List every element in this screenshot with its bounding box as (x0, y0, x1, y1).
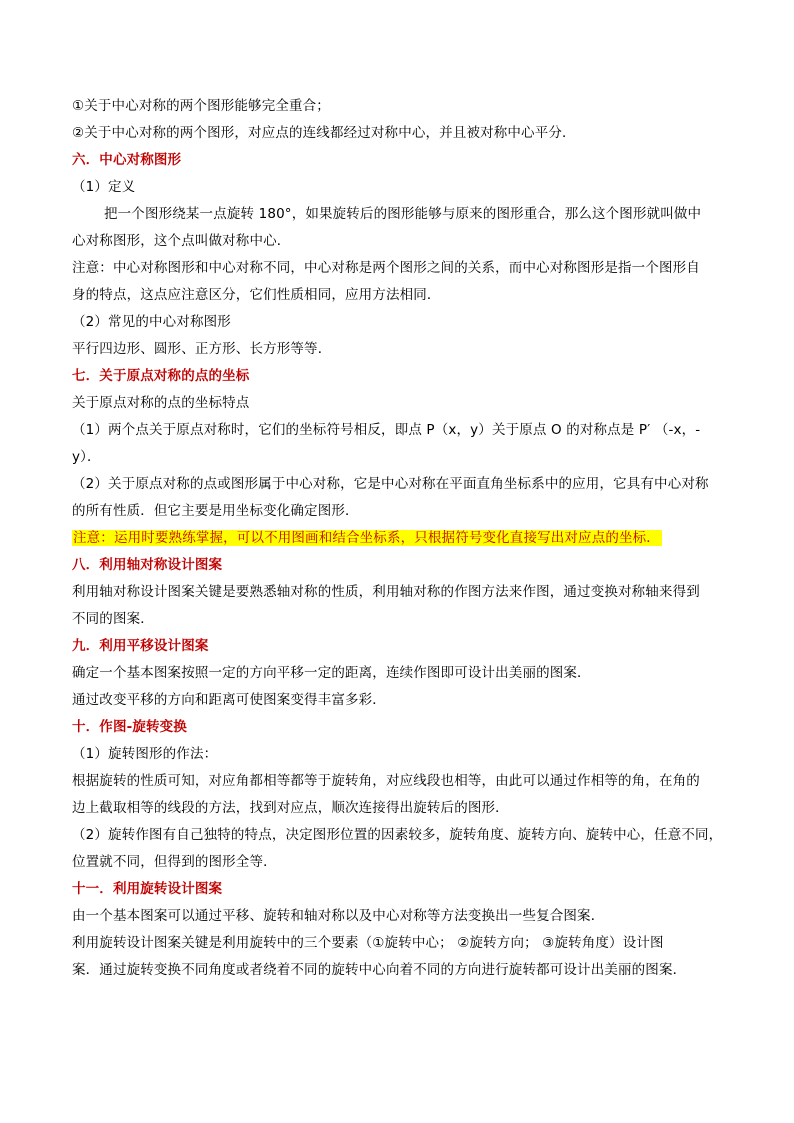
text-line: y）． (72, 449, 101, 465)
text-line: 由一个基本图案可以通过平移、旋转和轴对称以及中心对称等方法变换出一些复合图案． (72, 908, 605, 924)
text-line: 边上截取相等的线段的方法，找到对应点，顺次连接得出旋转后的图形． (72, 800, 509, 816)
section-heading-6: 六．中心对称图形 (72, 152, 182, 168)
section-heading-8: 八．利用轴对称设计图案 (72, 557, 223, 573)
text-line: 平行四边形、圆形、正方形、长方形等等． (72, 341, 332, 357)
text-line: 身的特点，这点应注意区分，它们性质相同，应用方法相同． (72, 287, 441, 303)
text-line: 的所有性质．但它主要是用坐标变化确定图形． (72, 503, 359, 519)
text-line: （2）常见的中心对称图形 (72, 314, 231, 330)
text-line: 确定一个基本图案按照一定的方向平移一定的距离，连续作图即可设计出美丽的图案． (72, 665, 591, 681)
section-heading-9: 九．利用平移设计图案 (72, 638, 209, 654)
text-line: （1）旋转图形的作法： (72, 746, 218, 762)
text-line: 通过改变平移的方向和距离可使图案变得丰富多彩． (72, 692, 386, 708)
text-line: 利用旋转设计图案关键是利用旋转中的三个要素（①旋转中心； ②旋转方向； ③旋转角度）设计图 (72, 935, 664, 951)
text-line: 位置就不同，但得到的图形全等． (72, 854, 277, 870)
text-line: 利用轴对称设计图案关键是要熟悉轴对称的性质，利用轴对称的作图方法来作图，通过变换对称轴来得到 (72, 584, 700, 600)
text-line: 不同的图案． (72, 611, 154, 627)
highlighted-note (72, 529, 662, 547)
text-line: （1）两个点关于原点对称时，它们的坐标符号相反，即点 P（x，y）关于原点 O 的对称点是 P′ （-x，- (72, 422, 701, 438)
text-line: （2）关于原点对称的点或图形属于中心对称，它是中心对称在平面直角坐标系中的应用，它具有中心对称 (72, 476, 709, 492)
highlight-text: 注意：运用时要熟练掌握，可以不用图画和结合坐标系，只根据符号变化直接写出对应点的坐标． (73, 530, 660, 546)
section-heading-7: 七．关于原点对称的点的坐标 (72, 368, 250, 384)
text-line: ②关于中心对称的两个图形，对应点的连线都经过对称中心，并且被对称中心平分． (72, 125, 576, 141)
text-line: 注意：中心对称图形和中心对称不同，中心对称是两个图形之间的关系，而中心对称图形是指一个图形自 (72, 260, 700, 276)
text-line: （1）定义 (72, 179, 136, 195)
text-line: 根据旋转的性质可知，对应角都相等都等于旋转角，对应线段也相等，由此可以通过作相等的角，在角的 (72, 773, 700, 789)
text-line: 把一个图形绕某一点旋转 180°，如果旋转后的图形能够与原来的图形重合，那么这个图形就叫做中 (104, 206, 702, 222)
text-line: 案．通过旋转变换不同角度或者绕着不同的旋转中心向着不同的方向进行旋转都可设计出美丽的图案． (72, 962, 687, 978)
text-line: 关于原点对称的点的坐标特点 (72, 395, 250, 411)
text-line: 心对称图形，这个点叫做对称中心． (72, 233, 291, 249)
text-line: ①关于中心对称的两个图形能够完全重合； (72, 98, 330, 114)
section-heading-11: 十一．利用旋转设计图案 (72, 881, 223, 897)
text-line: （2）旋转作图有自己独特的特点，决定图形位置的因素较多，旋转角度、旋转方向、旋转中心，任意不同， (72, 827, 723, 843)
section-heading-10: 十．作图-旋转变换 (72, 719, 187, 735)
